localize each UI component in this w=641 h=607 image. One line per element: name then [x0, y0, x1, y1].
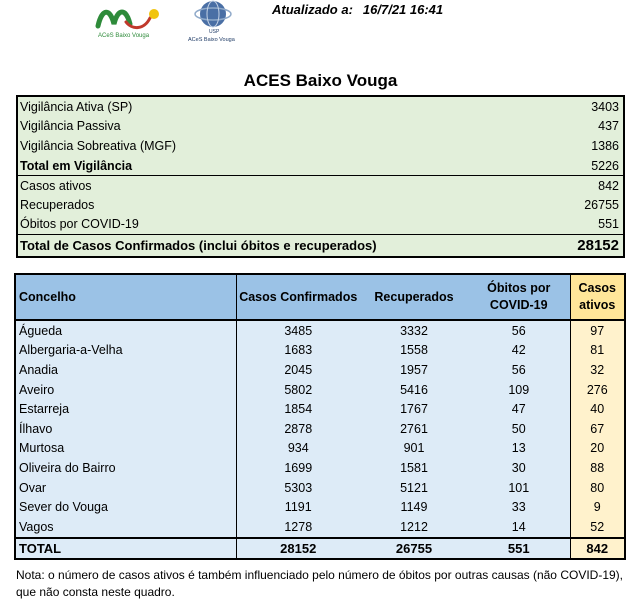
cell-recuperados: 1212	[360, 517, 468, 538]
cell-ativos: 40	[570, 399, 624, 419]
cell-ativos: 88	[570, 458, 624, 478]
table-total-row	[16, 538, 624, 558]
concelhos-table	[14, 273, 626, 560]
table-row	[16, 360, 624, 380]
cell-obitos: 30	[468, 458, 570, 478]
summary-value: 26755	[584, 197, 619, 212]
table-row	[16, 478, 624, 498]
summary-row-total-confirmados	[18, 234, 623, 256]
page-title: ACES Baixo Vouga	[243, 71, 398, 90]
cell-confirmados: 5802	[236, 380, 360, 400]
cell-obitos: 56	[468, 320, 570, 341]
cell-ativos: 276	[570, 380, 624, 400]
svg-text:ACeS Baixo Vouga: ACeS Baixo Vouga	[98, 33, 150, 39]
cell-recuperados: 1558	[360, 341, 468, 361]
cell-concelho: Ovar	[16, 478, 236, 498]
cell-recuperados: 3332	[360, 320, 468, 341]
summary-table	[16, 95, 625, 258]
cell-concelho: Oliveira do Bairro	[16, 458, 236, 478]
header-obitos: Óbitos por COVID-19	[468, 275, 570, 320]
cell-concelho: Águeda	[16, 320, 236, 341]
svg-text:ACeS Baixo Vouga: ACeS Baixo Vouga	[188, 37, 235, 43]
cell-concelho: Albergaria-a-Velha	[16, 341, 236, 361]
summary-row-total-vigilancia	[18, 156, 623, 176]
cell-concelho: TOTAL	[16, 538, 236, 558]
cell-ativos: 81	[570, 341, 624, 361]
cell-recuperados: 1149	[360, 497, 468, 517]
cell-recuperados: 1581	[360, 458, 468, 478]
cell-confirmados: 1683	[236, 341, 360, 361]
table-row	[16, 497, 624, 517]
header-confirmados: Casos Confirmados	[236, 275, 360, 320]
cell-obitos: 551	[468, 538, 570, 558]
cell-concelho: Estarreja	[16, 399, 236, 419]
cell-obitos: 47	[468, 399, 570, 419]
table-row	[16, 341, 624, 361]
cell-concelho: Anadia	[16, 360, 236, 380]
cell-confirmados: 2045	[236, 360, 360, 380]
summary-value: 3403	[591, 99, 619, 114]
summary-label: Recuperados	[20, 197, 95, 212]
summary-label: Vigilância Ativa (SP)	[20, 99, 133, 114]
cell-confirmados: 1278	[236, 517, 360, 538]
summary-value: 842	[598, 178, 619, 193]
cell-obitos: 109	[468, 380, 570, 400]
cell-recuperados: 2761	[360, 419, 468, 439]
summary-label: Casos ativos	[20, 178, 92, 193]
summary-value: 437	[598, 119, 619, 134]
summary-value: 5226	[591, 158, 619, 173]
cell-concelho: Ílhavo	[16, 419, 236, 439]
cell-obitos: 42	[468, 341, 570, 361]
header-ativos: Casos ativos	[570, 275, 624, 320]
updated-timestamp	[272, 2, 443, 17]
header	[0, 0, 641, 48]
aces-logo	[92, 0, 164, 40]
table-row	[16, 399, 624, 419]
aces-logo-icon	[92, 0, 164, 40]
summary-value: 551	[598, 217, 619, 232]
cell-confirmados: 1191	[236, 497, 360, 517]
cell-confirmados: 2878	[236, 419, 360, 439]
cell-ativos: 32	[570, 360, 624, 380]
cell-confirmados: 1699	[236, 458, 360, 478]
footnote: Nota: o número de casos ativos é também influenciado pelo número de óbitos por outras causas (não COVID-19), que não consta neste quadro.	[16, 568, 623, 599]
cell-recuperados: 5121	[360, 478, 468, 498]
cell-obitos: 101	[468, 478, 570, 498]
table-row	[16, 320, 624, 341]
header-concelho: Concelho	[16, 275, 236, 320]
cell-recuperados: 1957	[360, 360, 468, 380]
summary-row-vigilancia-sobreativa	[18, 136, 623, 156]
cell-recuperados: 1767	[360, 399, 468, 419]
cell-obitos: 13	[468, 439, 570, 459]
cell-obitos: 33	[468, 497, 570, 517]
cell-obitos: 50	[468, 419, 570, 439]
svg-text:USP: USP	[209, 29, 220, 35]
cell-obitos: 14	[468, 517, 570, 538]
cell-confirmados: 1854	[236, 399, 360, 419]
cell-concelho: Vagos	[16, 517, 236, 538]
usp-logo	[182, 0, 244, 44]
summary-row-casos-ativos	[18, 175, 623, 195]
cell-ativos: 9	[570, 497, 624, 517]
summary-label: Total de Casos Confirmados (inclui óbitos e recuperados)	[20, 238, 377, 254]
table-header-row	[16, 275, 624, 320]
cell-confirmados: 5303	[236, 478, 360, 498]
summary-label: Vigilância Sobreativa (MGF)	[20, 138, 177, 153]
summary-label: Vigilância Passiva	[20, 119, 121, 134]
summary-value: 28152	[577, 237, 619, 255]
cell-recuperados: 5416	[360, 380, 468, 400]
cell-ativos: 80	[570, 478, 624, 498]
header-recuperados: Recuperados	[360, 275, 468, 320]
summary-row-vigilancia-passiva	[18, 117, 623, 137]
summary-value: 1386	[591, 138, 619, 153]
cell-ativos: 842	[570, 538, 624, 558]
usp-globe-icon	[182, 0, 244, 44]
cell-ativos: 20	[570, 439, 624, 459]
table-row	[16, 458, 624, 478]
cell-confirmados: 934	[236, 439, 360, 459]
cell-ativos: 52	[570, 517, 624, 538]
table-row	[16, 517, 624, 538]
cell-ativos: 97	[570, 320, 624, 341]
cell-recuperados: 901	[360, 439, 468, 459]
summary-row-recuperados	[18, 195, 623, 215]
updated-label: Atualizado a:	[272, 2, 353, 17]
cell-recuperados: 26755	[360, 538, 468, 558]
table-row	[16, 419, 624, 439]
updated-value: 16/7/21 16:41	[362, 2, 444, 17]
cell-confirmados: 28152	[236, 538, 360, 558]
cell-obitos: 56	[468, 360, 570, 380]
cell-concelho: Murtosa	[16, 439, 236, 459]
cell-confirmados: 3485	[236, 320, 360, 341]
cell-concelho: Aveiro	[16, 380, 236, 400]
summary-label: Óbitos por COVID-19	[20, 217, 139, 232]
table-row	[16, 439, 624, 459]
cell-ativos: 67	[570, 419, 624, 439]
cell-concelho: Sever do Vouga	[16, 497, 236, 517]
summary-row-obitos	[18, 215, 623, 235]
summary-label: Total em Vigilância	[20, 158, 133, 173]
table-row	[16, 380, 624, 400]
summary-row-vigilancia-ativa	[18, 97, 623, 117]
